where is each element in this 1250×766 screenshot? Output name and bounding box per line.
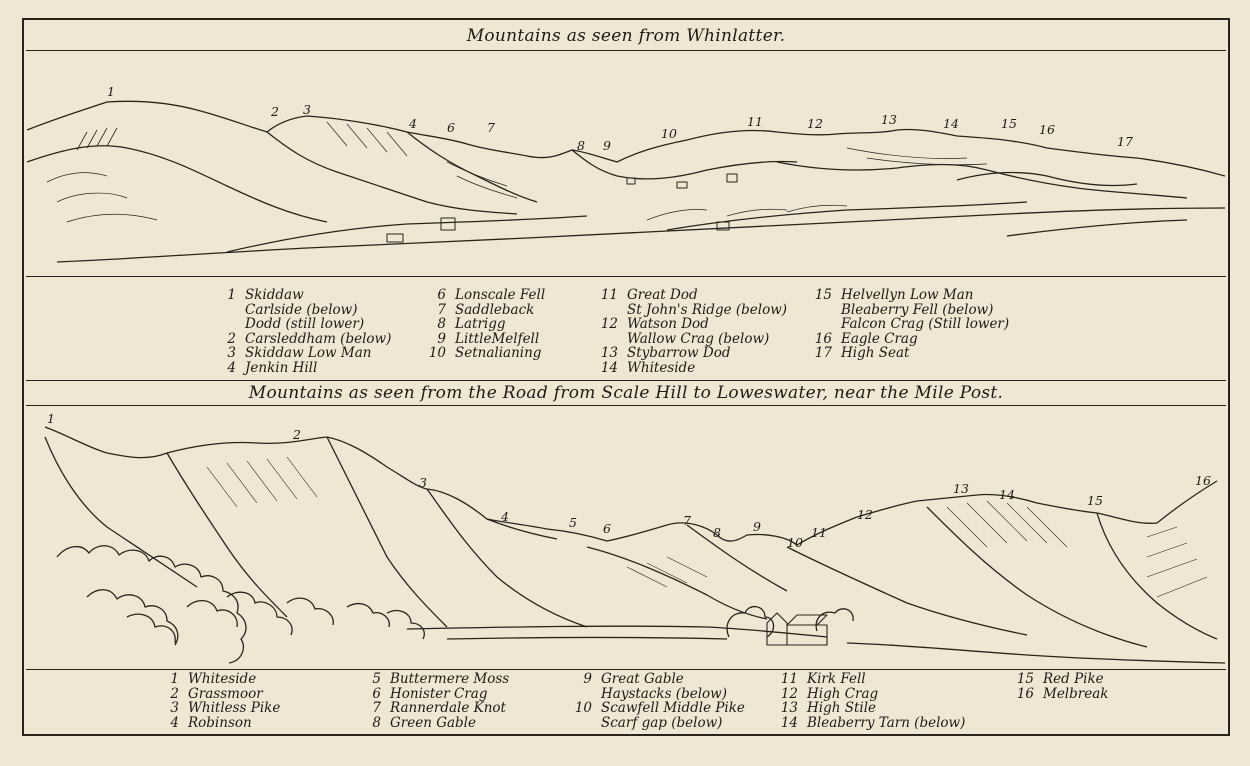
peak-label: 2 bbox=[271, 104, 279, 119]
peak-label: 16 bbox=[1039, 122, 1055, 137]
legend-item bbox=[570, 701, 745, 716]
divider bbox=[26, 50, 1226, 51]
legend-text: Latrigg bbox=[455, 316, 506, 333]
legend-number: 1 bbox=[170, 671, 179, 687]
peak-label: 7 bbox=[487, 120, 495, 135]
legend-item bbox=[424, 317, 545, 332]
legend-text: Eagle Crag bbox=[841, 330, 918, 347]
legend-text: Whiteside bbox=[627, 359, 696, 376]
legend-item bbox=[157, 716, 280, 731]
legend-number bbox=[596, 303, 618, 318]
legend-item bbox=[810, 346, 1009, 361]
legend-text: St John's Ridge (below) bbox=[627, 301, 788, 318]
legend-text: High Crag bbox=[807, 685, 879, 702]
legend-text: Scawfell Middle Pike bbox=[601, 700, 745, 717]
legend-item bbox=[776, 701, 965, 716]
legend-column bbox=[1012, 672, 1108, 701]
peak-label: 1 bbox=[47, 411, 55, 426]
legend-text: Scarf gap (below) bbox=[601, 714, 723, 731]
legend-item bbox=[157, 687, 280, 702]
legend-text: Great Dod bbox=[627, 287, 698, 303]
legend-item bbox=[570, 672, 745, 687]
legend-item bbox=[1012, 672, 1108, 687]
legend-number: 12 bbox=[600, 316, 618, 333]
legend-number: 13 bbox=[600, 345, 618, 362]
legend-text: Stybarrow Dod bbox=[627, 345, 731, 362]
top-panel-title: Mountains as seen from Whinlatter. bbox=[466, 26, 786, 46]
legend-number: 10 bbox=[574, 700, 592, 717]
legend-number bbox=[596, 332, 618, 347]
peak-label: 15 bbox=[1087, 493, 1103, 508]
legend-number: 8 bbox=[437, 316, 446, 333]
legend-text: High Stile bbox=[807, 700, 877, 717]
legend-item bbox=[359, 716, 509, 731]
whinlatter-peak-labels bbox=[107, 84, 1133, 153]
peak-label: 3 bbox=[419, 475, 427, 490]
legend-item bbox=[424, 288, 545, 303]
peak-label: 4 bbox=[501, 509, 509, 524]
legend-item bbox=[810, 288, 1009, 303]
legend-item bbox=[596, 317, 787, 332]
peak-label: 10 bbox=[661, 126, 677, 141]
legend-text: Kirk Fell bbox=[807, 671, 866, 687]
legend-column bbox=[424, 288, 545, 361]
legend-number: 13 bbox=[780, 700, 798, 717]
legend-number bbox=[214, 303, 236, 318]
peak-label: 11 bbox=[747, 114, 763, 129]
legend-number: 15 bbox=[814, 287, 832, 303]
legend-text: Carsleddham (below) bbox=[245, 330, 392, 347]
legend-text: Carlside (below) bbox=[245, 301, 358, 318]
legend-number: 12 bbox=[780, 685, 798, 702]
legend-text: Whiteside bbox=[188, 671, 257, 687]
legend-text: Skiddaw bbox=[245, 287, 304, 303]
peak-label: 12 bbox=[857, 507, 873, 522]
legend-text: Buttermere Moss bbox=[390, 671, 510, 687]
peak-label: 2 bbox=[293, 427, 301, 442]
legend-column bbox=[570, 672, 745, 730]
whinlatter-panorama bbox=[27, 52, 1225, 276]
legend-column bbox=[157, 672, 280, 730]
peak-label: 13 bbox=[881, 112, 897, 127]
legend-number: 17 bbox=[814, 345, 832, 362]
legend-item bbox=[1012, 687, 1108, 702]
peak-label: 17 bbox=[1117, 134, 1133, 149]
legend-number: 6 bbox=[372, 685, 381, 702]
legend-text: Saddleback bbox=[455, 301, 535, 318]
legend-item bbox=[810, 332, 1009, 347]
legend-text: Grassmoor bbox=[188, 685, 263, 702]
peak-label: 6 bbox=[447, 120, 455, 135]
legend-number: 7 bbox=[372, 700, 381, 717]
legend-text: Haystacks (below) bbox=[601, 685, 727, 702]
legend-text: Robinson bbox=[188, 714, 252, 731]
legend-text: Great Gable bbox=[601, 671, 684, 687]
peak-label: 8 bbox=[577, 138, 585, 153]
peak-label: 15 bbox=[1001, 116, 1017, 131]
loweswater-sketch bbox=[27, 407, 1225, 669]
legend-item bbox=[596, 288, 787, 303]
loweswater-panorama bbox=[27, 407, 1225, 669]
legend-item bbox=[810, 303, 1009, 318]
legend-item bbox=[810, 317, 1009, 332]
legend-text: Jenkin Hill bbox=[245, 359, 318, 376]
legend-text: Helvellyn Low Man bbox=[841, 287, 974, 303]
legend-column bbox=[810, 288, 1009, 361]
legend-item bbox=[157, 672, 280, 687]
legend-text: Melbreak bbox=[1043, 685, 1109, 702]
legend-number: 11 bbox=[780, 671, 798, 687]
legend-number: 8 bbox=[372, 714, 381, 731]
legend-text: Dodd (still lower) bbox=[245, 316, 365, 333]
legend-item bbox=[776, 687, 965, 702]
legend-item bbox=[359, 701, 509, 716]
legend-column bbox=[359, 672, 509, 730]
legend-number: 15 bbox=[1016, 671, 1034, 687]
legend-text: Bleaberry Fell (below) bbox=[841, 301, 994, 318]
legend-item bbox=[214, 346, 391, 361]
legend-number: 16 bbox=[814, 330, 832, 347]
peak-label: 9 bbox=[753, 519, 761, 534]
peak-label: 9 bbox=[603, 138, 611, 153]
peak-label: 1 bbox=[107, 84, 115, 99]
legend-item bbox=[596, 346, 787, 361]
legend-item bbox=[776, 716, 965, 731]
peak-label: 6 bbox=[603, 521, 611, 536]
legend-number: 11 bbox=[600, 287, 618, 303]
legend-number: 4 bbox=[227, 359, 236, 376]
legend-item bbox=[570, 716, 745, 731]
legend-item bbox=[157, 701, 280, 716]
legend-item bbox=[424, 332, 545, 347]
legend-text: High Seat bbox=[841, 345, 910, 362]
legend-number: 9 bbox=[583, 671, 592, 687]
divider bbox=[26, 380, 1226, 381]
legend-text: Bleaberry Tarn (below) bbox=[807, 714, 966, 731]
legend-item bbox=[214, 303, 391, 318]
peak-label: 13 bbox=[953, 481, 969, 496]
legend-column bbox=[596, 288, 787, 376]
legend-text: Wallow Crag (below) bbox=[627, 330, 770, 347]
legend-text: Lonscale Fell bbox=[455, 287, 546, 303]
legend-item bbox=[424, 303, 545, 318]
legend-text: Rannerdale Knot bbox=[390, 700, 506, 717]
legend-number bbox=[570, 687, 592, 702]
legend-item bbox=[776, 672, 965, 687]
legend-number: 3 bbox=[170, 700, 179, 717]
peak-label: 16 bbox=[1195, 473, 1211, 488]
bottom-panel-title: Mountains as seen from the Road from Scale Hill to Loweswater, near the Mile Post. bbox=[248, 383, 1004, 403]
legend-item bbox=[424, 346, 545, 361]
legend-number: 2 bbox=[170, 685, 179, 702]
legend-number: 7 bbox=[437, 301, 446, 318]
legend-item bbox=[214, 288, 391, 303]
legend-text: Red Pike bbox=[1043, 671, 1104, 687]
legend-number: 10 bbox=[428, 345, 446, 362]
legend-text: Skiddaw Low Man bbox=[245, 345, 372, 362]
legend-number: 1 bbox=[227, 287, 236, 303]
legend-text: Green Gable bbox=[390, 714, 476, 731]
legend-number: 2 bbox=[227, 330, 236, 347]
peak-label: 8 bbox=[713, 525, 721, 540]
legend-text: Setnalianing bbox=[455, 345, 542, 362]
legend-item bbox=[359, 687, 509, 702]
legend-number bbox=[810, 317, 832, 332]
loweswater-peak-labels bbox=[47, 411, 1211, 550]
legend-number bbox=[570, 716, 592, 731]
legend-item bbox=[596, 303, 787, 318]
peak-label: 12 bbox=[807, 116, 823, 131]
legend-number: 14 bbox=[780, 714, 798, 731]
legend-item bbox=[596, 361, 787, 376]
legend-item bbox=[359, 672, 509, 687]
legend-column bbox=[776, 672, 965, 730]
divider bbox=[26, 669, 1226, 670]
legend-number: 16 bbox=[1016, 685, 1034, 702]
legend-column bbox=[214, 288, 391, 376]
legend-number bbox=[810, 303, 832, 318]
legend-item bbox=[214, 332, 391, 347]
legend-number: 3 bbox=[227, 345, 236, 362]
legend-text: Honister Crag bbox=[390, 685, 488, 702]
legend-number: 14 bbox=[600, 359, 618, 376]
peak-label: 10 bbox=[787, 535, 803, 550]
peak-label: 14 bbox=[999, 487, 1015, 502]
legend-item bbox=[214, 361, 391, 376]
divider bbox=[26, 276, 1226, 277]
legend-text: LittleMelfell bbox=[455, 330, 540, 347]
legend-number: 6 bbox=[437, 287, 446, 303]
legend-item bbox=[570, 687, 745, 702]
legend-number: 4 bbox=[170, 714, 179, 731]
peak-label: 14 bbox=[943, 116, 959, 131]
legend-text: Watson Dod bbox=[627, 316, 709, 333]
legend-number: 9 bbox=[437, 330, 446, 347]
peak-label: 11 bbox=[811, 525, 827, 540]
divider bbox=[26, 405, 1226, 406]
whinlatter-sketch bbox=[27, 52, 1225, 276]
peak-label: 7 bbox=[683, 513, 691, 528]
legend-text: Whitless Pike bbox=[188, 700, 281, 717]
legend-item bbox=[596, 332, 787, 347]
legend-number: 5 bbox=[372, 671, 381, 687]
legend-number bbox=[214, 317, 236, 332]
peak-label: 5 bbox=[569, 515, 577, 530]
legend-item bbox=[214, 317, 391, 332]
peak-label: 3 bbox=[303, 102, 311, 117]
legend-text: Falcon Crag (Still lower) bbox=[841, 316, 1010, 333]
peak-label: 4 bbox=[409, 116, 417, 131]
